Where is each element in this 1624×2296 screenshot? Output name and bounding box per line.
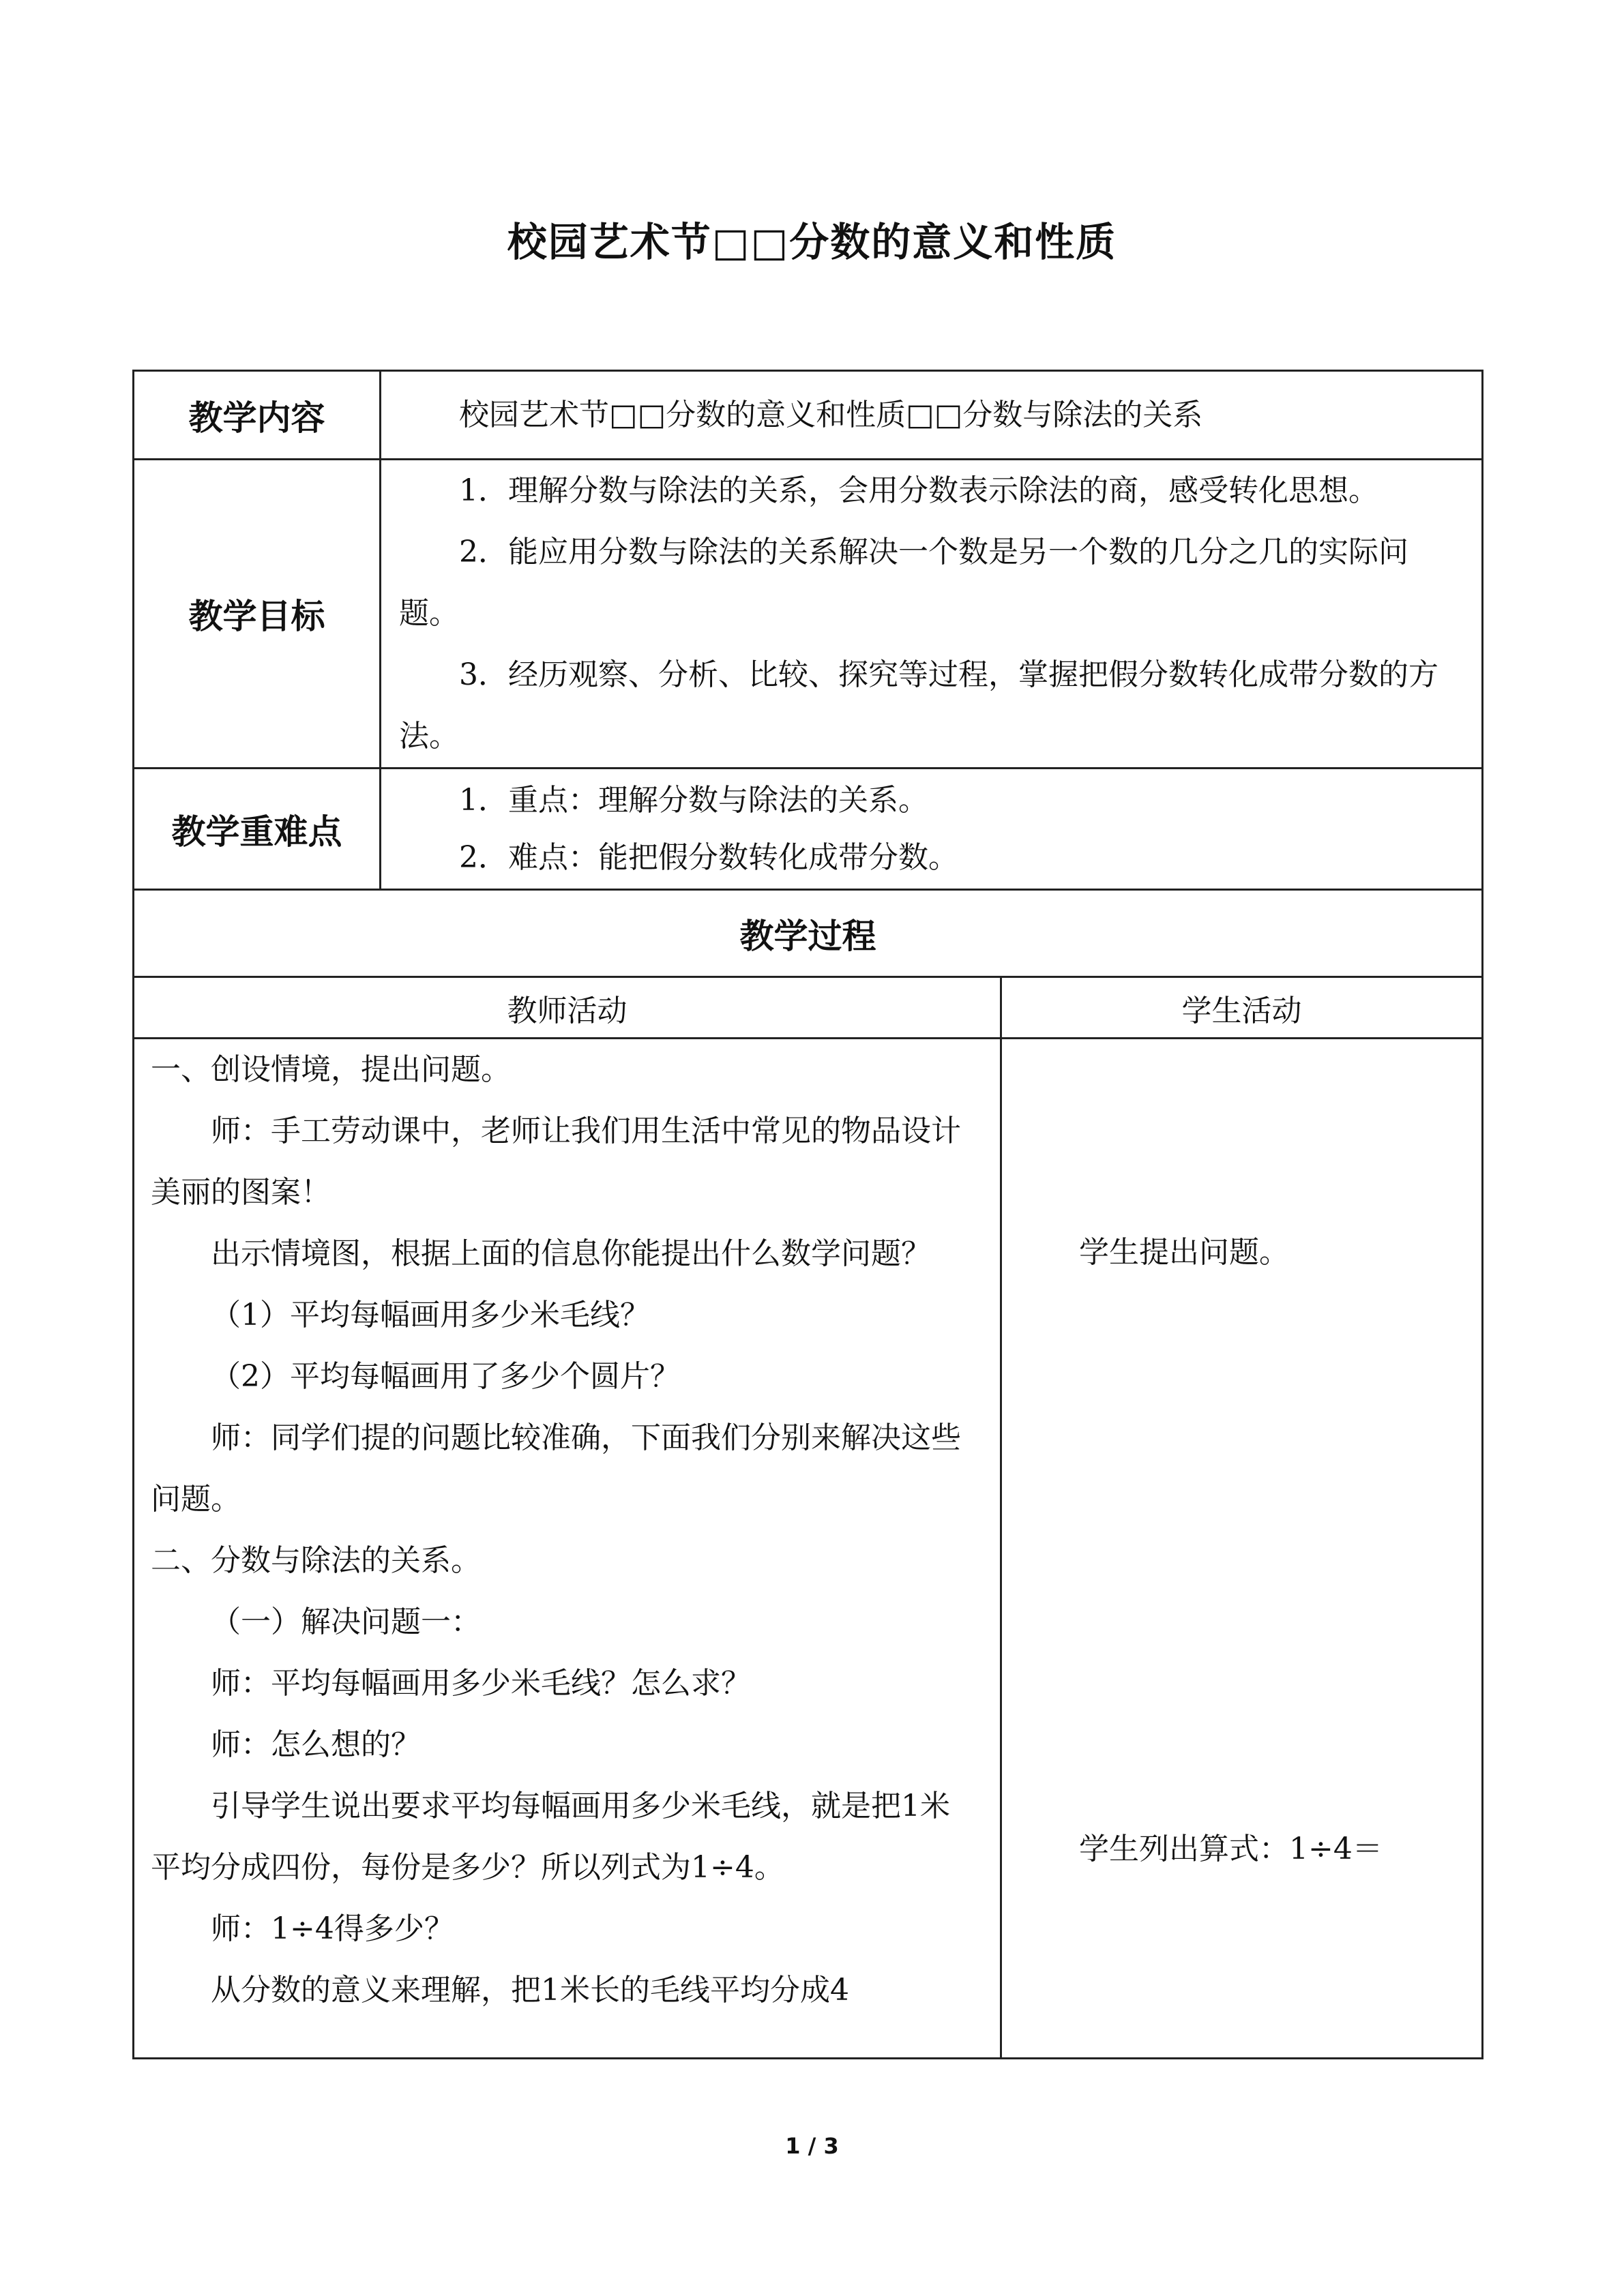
student-activity-header: 学生活动 — [1001, 977, 1483, 1039]
teacher-activity-cell — [134, 1039, 1001, 2059]
section-heading: 二、分数与除法的关系。 — [151, 1543, 481, 1578]
row-activities — [134, 1039, 1483, 2059]
content-label: 教学内容 — [134, 371, 381, 460]
teacher-paragraph: 师：同学们提的问题比较准确，下面我们分别来解决这些问题。 — [151, 1420, 961, 1517]
goals-label: 教学目标 — [134, 460, 381, 769]
lesson-plan-table — [132, 370, 1483, 2059]
key-point-item: 1．重点：理解分数与除法的关系。 — [459, 782, 928, 818]
teacher-paragraph: 引导学生说出要求平均每幅画用多少米毛线，就是把1米平均分成四份，每份是多少？所以列式为1÷4。 — [151, 1789, 950, 1885]
page-number: 1 / 3 — [785, 2133, 839, 2159]
goals-cell — [381, 460, 1483, 769]
row-goals — [134, 460, 1483, 769]
student-answer: 学生提出问题。 — [1079, 1235, 1289, 1270]
teacher-paragraph: 师：手工劳动课中，老师让我们用生活中常见的物品设计美丽的图案！ — [151, 1114, 961, 1210]
question-item: （1）平均每幅画用多少米毛线？ — [211, 1298, 650, 1332]
question-item: （2）平均每幅画用了多少个圆片？ — [211, 1359, 680, 1394]
row-activity-headers — [134, 977, 1483, 1039]
key-point-item: 2．难点：能把假分数转化成带分数。 — [459, 839, 958, 875]
row-key-points — [134, 769, 1483, 890]
teacher-paragraph: 出示情境图，根据上面的信息你能提出什么数学问题？ — [211, 1236, 931, 1271]
row-content — [134, 371, 1483, 460]
content-text: 校园艺术节□□分数的意义和性质□□分数与除法的关系 — [459, 397, 1203, 432]
teacher-activity-header: 教师活动 — [134, 977, 1001, 1039]
goal-item: 1．理解分数与除法的关系，会用分数表示除法的商，感受转化思想。 — [459, 473, 1378, 508]
goal-item: 3．经历观察、分析、比较、探究等过程，掌握把假分数转化成带分数的方法。 — [399, 657, 1438, 754]
student-answer: 学生列出算式：1÷4＝ — [1079, 1832, 1383, 1866]
teacher-paragraph: 师：1÷4得多少？ — [211, 1911, 454, 1946]
goal-item: 2．能应用分数与除法的关系解决一个数是另一个数的几分之几的实际问题。 — [399, 535, 1408, 631]
teacher-paragraph: 师：平均每幅画用多少米毛线？怎么求？ — [211, 1666, 751, 1701]
process-label: 教学过程 — [134, 890, 1483, 977]
row-process-title — [134, 890, 1483, 977]
subsection-heading: （一）解决问题一： — [211, 1605, 481, 1639]
student-activity-cell — [1001, 1039, 1483, 2059]
key-points-cell — [381, 769, 1483, 890]
teacher-paragraph: 师：怎么想的？ — [211, 1727, 421, 1762]
teacher-paragraph: 从分数的意义来理解，把1米长的毛线平均分成4 — [211, 1973, 849, 2008]
document-title: 校园艺术节□□分数的意义和性质 — [507, 219, 1117, 265]
content-cell — [381, 371, 1483, 460]
key-points-label: 教学重难点 — [134, 769, 381, 890]
section-heading: 一、创设情境，提出问题。 — [151, 1052, 511, 1087]
